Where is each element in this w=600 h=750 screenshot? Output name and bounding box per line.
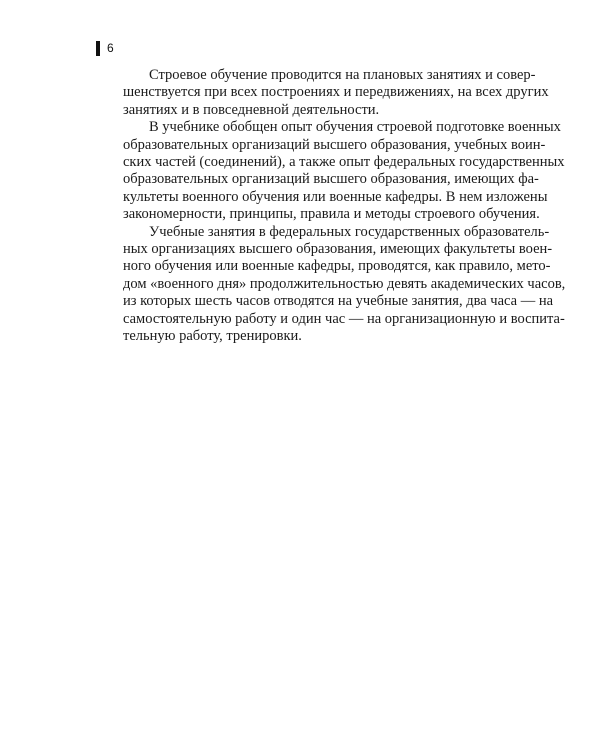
text-line: ных организациях высшего образования, имеющих факультеты воен- — [123, 241, 553, 258]
text-line: шенствуется при всех построениях и передвижениях, на всех других — [123, 84, 549, 101]
text-line: самостоятельную работу и один час — на организационную и воспита- — [123, 310, 565, 327]
text-line: из которых шесть часов отводятся на учебные занятия, два часа — на — [123, 293, 554, 310]
text-line: Строевое обучение проводится на плановых занятиях и совер- — [149, 67, 536, 83]
text-line: занятиях и в повседневной деятельности. — [123, 101, 380, 118]
page-number-marker — [96, 41, 100, 56]
text-line: ских частей (соединений), а также опыт федеральных государственных — [123, 154, 565, 171]
text-line: закономерности, принципы, правила и методы строевого обучения. — [123, 206, 540, 223]
text-line: тельную работу, тренировки. — [123, 328, 302, 345]
text-line: Учебные занятия в федеральных государственных образователь- — [149, 223, 550, 240]
text-line: образовательных организаций высшего образования, имеющих фа- — [123, 171, 539, 188]
paragraph-2 — [97, 119, 565, 223]
paragraph-1 — [97, 67, 549, 119]
text-line: В учебнике обобщен опыт обучения строевой подготовке военных — [149, 119, 561, 136]
text-line: ного обучения или военные кафедры, проводятся, как правило, мето- — [123, 258, 551, 275]
text-line: образовательных организаций высшего образования, учебных воин- — [123, 136, 546, 153]
page-number-text: 6 — [107, 41, 114, 55]
page-number — [96, 40, 114, 56]
text-line: дом «военного дня» продолжительностью девять академических часов, — [123, 275, 566, 292]
text-line: культеты военного обучения или военные кафедры. В нем изложены — [123, 188, 548, 205]
body-text — [97, 67, 566, 346]
paragraph-3 — [97, 223, 566, 346]
